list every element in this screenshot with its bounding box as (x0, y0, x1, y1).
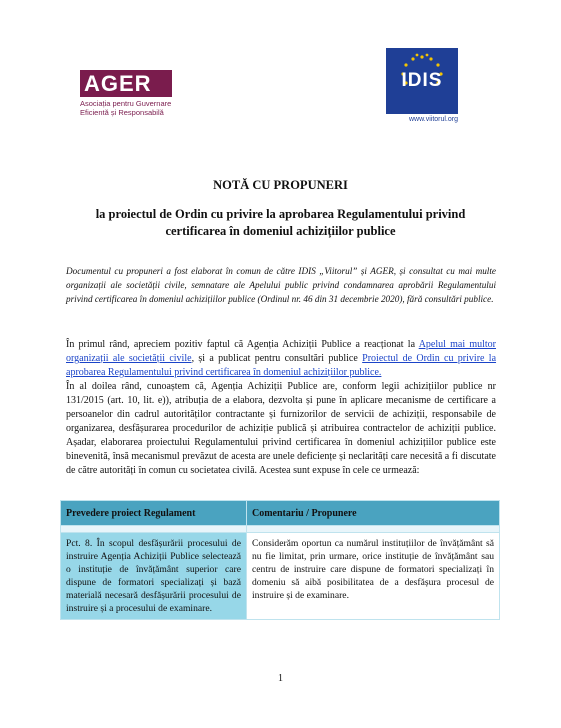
subtitle-line-2: certificarea în domeniul achizițiilor publice (165, 224, 396, 238)
paragraph-1-text-b: , și a publicat pentru consultări publice (191, 353, 363, 364)
idis-logo-text: IDIS (401, 70, 443, 91)
table-header-row (61, 501, 500, 526)
ager-subtitle-line-2: Eficientă și Responsabilă (80, 108, 164, 117)
appeal-link[interactable]: Apelul mai multor organizații ale societății civile (66, 339, 496, 364)
intro-paragraph: Documentul cu propuneri a fost elaborat în comun de către IDIS „Viitorul” și AGER, și consultat cu mai multe organizații ale societății civile, semnatare ale Apelului public privind condamnarea aprobării Regulamentului privind certificarea în domeniul achizițiilor publice (Ordinul nr. 46 din 31 decembrie 2020), fără consultări publice. (66, 266, 496, 304)
idis-url: www.viitorul.org (408, 116, 458, 123)
table-spacer-row (61, 526, 500, 533)
page-number: 1 (278, 673, 283, 684)
table-cell-provision: Pct. 8. În scopul desfășurării procesului de instruire Agenția Achiziții Publice selectează o instituție de învățământ superior care dispune de formatori specializați și bază materială necesară desfășurării procesului de instruire și a procesului de examinare. (61, 533, 247, 620)
idis-logo-box (386, 48, 458, 114)
idis-logo (386, 48, 458, 134)
subtitle-line-1: la proiectul de Ordin cu privire la aprobarea Regulamentului privind (95, 207, 466, 221)
proposals-table (60, 500, 500, 620)
ager-subtitle-line-1: Asociația pentru Guvernare (80, 99, 172, 108)
ager-logo (80, 70, 190, 120)
ager-logo-subtitle (80, 99, 190, 117)
table-cell-comment: Considerăm oportun ca numărul instituțiilor de învățământ să nu fie limitat, prin urmare, orice instituție de învățământ sau centru de instruire care dispune de formatori specializați în domeniu să aibă posibilitatea de a desfășura procesul de instruire și de examinare. (247, 533, 500, 620)
draft-order-link[interactable]: Proiectul de Ordin cu privire la aprobarea Regulamentului privind certificarea în domeniul achizițiilor publice. (66, 353, 497, 378)
table-row (61, 533, 500, 620)
document-title: NOTĂ CU PROPUNERI (213, 178, 348, 192)
paragraph-1-text-a: În primul rând, apreciem pozitiv faptul că Agenția Achiziții Publice a reacționat la (66, 339, 419, 350)
paragraph-2: În al doilea rând, cunoaștem că, Agenția Achiziții Publice are, conform legii achizițiilor publice nr 131/2015 (art. 10, lit. e)), atribuția de a elabora, dezvolta și pune în aplicare mecanisme de certificare a persoanelor din cadrul autorităților contractante și furnizorilor de servicii de achiziții, responsabile de organizarea, desfășurarea procedurilor de achiziție publică și atribuirea contractelor de achiziții publice. Așadar, elaborarea proiectului Regulamentului privind certificarea în domeniul achizițiilor publice este binevenită, însă mecanismul prevăzut de acesta are unele deficiențe și neclarități care necesită a fi discutate de către autorități în comun cu societatea civilă. Acestea sunt expuse în cele ce urmează: (66, 381, 496, 476)
table-header-comment: Comentariu / Propunere (247, 501, 500, 526)
table-header-provision: Prevedere proiect Regulament (61, 501, 247, 526)
document-subtitle (0, 206, 561, 240)
ager-logo-mark: AGER (80, 70, 172, 97)
paragraph-1 (66, 338, 496, 380)
